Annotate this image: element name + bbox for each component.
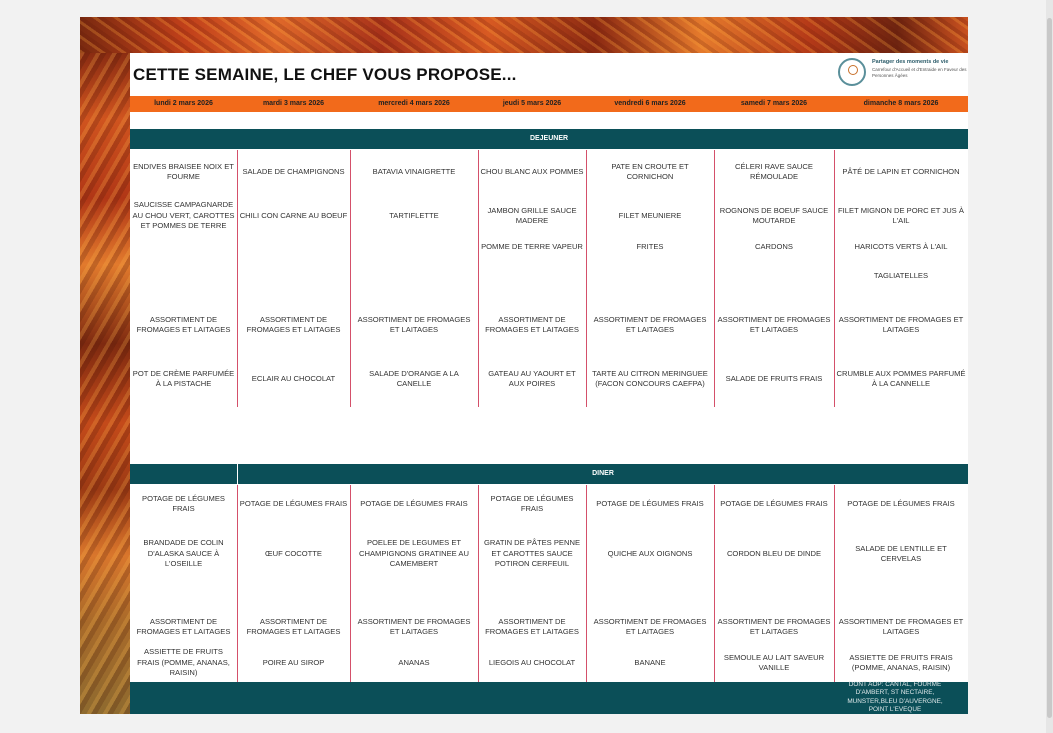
dejeuner-dish-cell: SAUCISSE CAMPAGNARDE AU CHOU VERT, CAROTTES ET POMMES DE TERRE [132,200,235,231]
diner-dish-cell: ŒUF COCOTTE [265,548,322,558]
diner-dish-cell: ASSIETTE DE FRUITS FRAIS (POMME, ANANAS, RAISIN) [849,652,953,672]
diner-dish-cell: QUICHE AUX OIGNONS [607,548,693,558]
logo-emblem-icon [838,58,866,86]
dejeuner-dish-cell: ASSORTIMENT DE FROMAGES ET LAITAGES [593,314,707,334]
diner-dish-cell: POTAGE DE LÉGUMES FRAIS [360,498,468,508]
dejeuner-dish-cell: CRUMBLE AUX POMMES PARFUMÉ À LA CANNELLE [836,368,966,388]
day-header-3: mercredi 4 mars 2026 [378,100,450,107]
diner-dish-cell: POTAGE DE LÉGUMES FRAIS [239,498,348,508]
diner-dish-cell: ASSORTIMENT DE FROMAGES ET LAITAGES [136,616,231,636]
dejeuner-dish-cell: CÉLERI RAVE SAUCE RÉMOULADE [735,161,813,181]
diner-dish-cell: BRANDADE DE COLIN D'ALASKA SAUCE À L'OSEILLE [143,538,224,569]
page-title: CETTE SEMAINE, LE CHEF VOUS PROPOSE... [133,65,517,84]
days-header-row [130,96,968,112]
day-header-1: lundi 2 mars 2026 [154,100,213,107]
diner-dish-cell: ASSORTIMENT DE FROMAGES ET LAITAGES [593,616,707,636]
dejeuner-dish-cell: JAMBON GRILLE SAUCE MADERE [487,205,577,225]
diner-dish-cell: ASSORTIMENT DE FROMAGES ET LAITAGES [717,616,831,636]
caeffa-logo [836,57,968,91]
dejeuner-dish-cell: BATAVIA VINAIGRETTE [372,166,456,176]
menu-sheet [80,17,968,714]
day-header-4: jeudi 5 mars 2026 [502,100,562,107]
diner-dish-cell: SEMOULE AU LAIT SAVEUR VANILLE [723,652,825,672]
cheese-origin-note: DONT AOP: CANTAL, FOURME D'AMBERT, ST NECTAIRE, MUNSTER,BLEU D'AUVERGNE, POINT L'EVEQUE [847,681,943,714]
dejeuner-dish-cell: GATEAU AU YAOURT ET AUX POIRES [488,368,576,388]
diner-dish-cell: POTAGE DE LÉGUMES FRAIS [596,498,704,508]
dejeuner-dish-cell: SALADE DE FRUITS FRAIS [725,373,823,383]
dejeuner-dish-cell: FILET MEUNIERE [618,210,682,220]
dejeuner-dish-cell: ASSORTIMENT DE FROMAGES ET LAITAGES [838,314,964,334]
diner-dish-cell: ASSORTIMENT DE FROMAGES ET LAITAGES [246,616,341,636]
logo-tagline: Partager des moments de vie [872,59,949,65]
diner-dish-cell: ASSORTIMENT DE FROMAGES ET LAITAGES [357,616,471,636]
page-scrollbar-thumb[interactable] [1047,18,1052,718]
diner-dish-cell: SALADE DE LENTILLE ET CERVELAS [855,543,947,563]
dejeuner-dish-cell: SALADE DE CHAMPIGNONS [242,166,345,176]
diner-dish-cell: POTAGE DE LÉGUMES FRAIS [847,498,955,508]
diner-dish-cell: POIRE AU SIROP [262,657,325,667]
dejeuner-dish-cell: ASSORTIMENT DE FROMAGES ET LAITAGES [485,314,579,334]
dejeuner-dish-cell: TARTE AU CITRON MERINGUEE (FACON CONCOURS CAEFPA) [592,368,708,388]
diner-dish-cell: ASSORTIMENT DE FROMAGES ET LAITAGES [838,616,964,636]
diner-dish-cell: ASSORTIMENT DE FROMAGES ET LAITAGES [485,616,579,636]
day-header-7: dimanche 8 mars 2026 [863,100,939,107]
diner-dish-cell: POELEE DE LEGUMES ET CHAMPIGNONS GRATINEE AU CAMEMBERT [359,538,469,569]
diner-dish-cell: POTAGE DE LÉGUMES FRAIS [720,498,828,508]
dejeuner-dish-cell: POT DE CRÈME PARFUMÉE À LA PISTACHE [132,368,235,388]
title-bar [130,53,968,95]
day-header-6: samedi 7 mars 2026 [740,100,808,107]
autumn-foliage-side-photo [80,53,130,714]
dejeuner-dish-cell: ASSORTIMENT DE FROMAGES ET LAITAGES [246,314,341,334]
dejeuner-dish-cell: CHILI CON CARNE AU BOEUF [239,210,348,220]
diner-dish-cell: LIEGOIS AU CHOCOLAT [488,657,576,667]
dejeuner-dish-cell: ASSORTIMENT DE FROMAGES ET LAITAGES [357,314,471,334]
dejeuner-dish-cell: SALADE D'ORANGE A LA CANELLE [369,368,459,388]
dejeuner-dish-cell: CARDONS [755,241,793,251]
dejeuner-dish-cell: ENDIVES BRAISEE NOIX ET FOURME [133,161,234,181]
diner-dish-cell: CORDON BLEU DE DINDE [726,548,822,558]
diner-dish-cell: POTAGE DE LÉGUMES FRAIS [142,493,225,513]
diner-dish-cell: ANANAS [398,657,430,667]
dejeuner-dish-cell: PÂTÉ DE LAPIN ET CORNICHON [842,166,960,176]
dejeuner-dish-cell: ECLAIR AU CHOCOLAT [251,373,336,383]
diner-dish-cell: ASSIETTE DE FRUITS FRAIS (POMME, ANANAS, RAISIN) [137,647,230,678]
dejeuner-dish-cell: ASSORTIMENT DE FROMAGES ET LAITAGES [717,314,831,334]
dejeuner-dish-cell: FILET MIGNON DE PORC ET JUS À L'AIL [838,205,964,225]
diner-section-header-left [130,464,237,484]
day-header-5: vendredi 6 mars 2026 [614,100,686,107]
logo-subtitle: Carrefour d'Accueil et d'Entraide en Faveur des Personnes Âgées [872,67,967,78]
dejeuner-dish-cell: ROGNONS DE BOEUF SAUCE MOUTARDE [719,205,829,225]
dejeuner-dish-cell: TARTIFLETTE [389,210,439,220]
diner-dish-cell: BANANE [634,657,666,667]
diner-dish-cell: POTAGE DE LÉGUMES FRAIS [490,493,574,513]
dejeuner-dish-cell: HARICOTS VERTS À L'AIL [854,241,948,251]
dejeuner-dish-cell: FRITES [636,241,664,251]
dejeuner-dish-cell: POMME DE TERRE VAPEUR [481,241,583,251]
autumn-foliage-header-photo [80,17,968,53]
dejeuner-dish-cell: TAGLIATELLES [873,270,929,280]
dejeuner-dish-cell: ASSORTIMENT DE FROMAGES ET LAITAGES [136,314,231,334]
diner-section-header: DINER [238,464,968,484]
day-header-2: mardi 3 mars 2026 [262,100,325,107]
dejeuner-dish-cell: CHOU BLANC AUX POMMES [480,166,584,176]
diner-dish-cell: GRATIN DE PÂTES PENNE ET CAROTTES SAUCE POTIRON CERFEUIL [483,538,581,569]
dejeuner-dish-cell: PATE EN CROUTE ET CORNICHON [611,161,689,181]
dejeuner-section-header: DEJEUNER [130,129,968,149]
